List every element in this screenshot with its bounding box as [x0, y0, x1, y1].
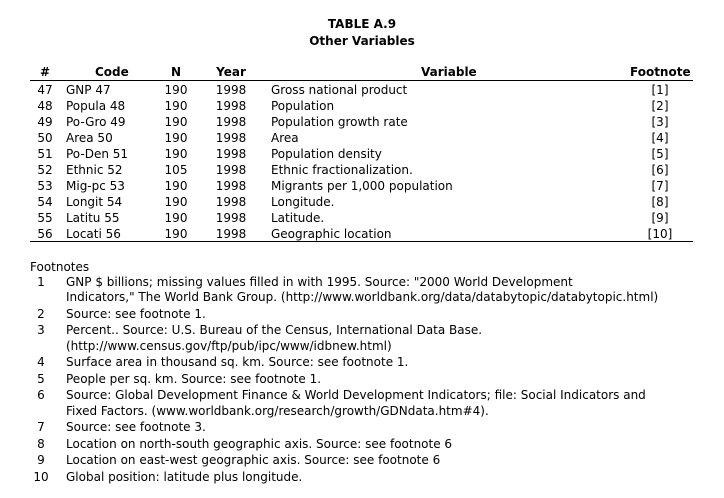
table-row [0, 114, 724, 130]
cell-variable: Population [271, 99, 335, 113]
cell-code: Locati 56 [66, 227, 121, 241]
footnote-number: 7 [37, 420, 45, 435]
cell-footnote: [10] [647, 227, 673, 241]
cell-year: 1998 [215, 163, 247, 177]
cell-variable: Gross national product [271, 83, 408, 97]
cell-n: 190 [164, 83, 188, 97]
footnote-text: Surface area in thousand sq. km. Source: see footnote 1. [66, 355, 409, 370]
footnote-number: 9 [37, 453, 45, 468]
cell-code: Mig-pc 53 [66, 179, 125, 193]
cell-n: 105 [164, 163, 188, 177]
table-body [0, 82, 724, 242]
table-row [0, 194, 724, 210]
bottom-rule [30, 241, 693, 242]
header-rule [30, 80, 693, 81]
cell-footnote: [4] [651, 131, 669, 145]
table-row [0, 146, 724, 162]
cell-n: 190 [164, 227, 188, 241]
footnote-number: 10 [33, 469, 49, 484]
cell-footnote: [6] [651, 163, 669, 177]
cell-code: GNP 47 [66, 83, 111, 97]
header-variable: Variable [421, 65, 477, 79]
cell-year: 1998 [215, 195, 247, 209]
cell-footnote: [7] [651, 179, 669, 193]
footnote-number: 3 [37, 323, 45, 338]
footnote-text: Percent.. Source: U.S. Bureau of the Census, International Data Base. (http://www.census.gov/ftp/pub/ipc/www/idbnew.html) [66, 323, 483, 353]
footnote-item [0, 437, 724, 452]
footnote-text: People per sq. km. Source: see footnote 1. [66, 371, 322, 386]
footnote-number: 4 [37, 355, 45, 370]
table-title: TABLE A.9 [327, 17, 397, 31]
table-row [0, 210, 724, 226]
cell-footnote: [1] [651, 83, 669, 97]
cell-footnote: [3] [651, 115, 669, 129]
cell-year: 1998 [215, 227, 247, 241]
cell-year: 1998 [215, 115, 247, 129]
cell-n: 190 [164, 179, 188, 193]
table-row [0, 98, 724, 114]
footnote-text: Global position: latitude plus longitude. [66, 469, 303, 484]
cell-year: 1998 [215, 179, 247, 193]
footnotes-list [0, 275, 724, 486]
cell-year: 1998 [215, 83, 247, 97]
cell-num: 47 [37, 83, 53, 97]
cell-code: Area 50 [66, 131, 113, 145]
cell-code: Latitu 55 [66, 211, 120, 225]
cell-code: Longit 54 [66, 195, 123, 209]
cell-n: 190 [164, 147, 188, 161]
cell-num: 53 [37, 179, 53, 193]
cell-year: 1998 [215, 211, 247, 225]
header-code: Code [95, 65, 129, 79]
footnote-text: Source: Global Development Finance & World Development Indicators; file: Social Indicators and Fixed Factors. (www.worldbank.org/research/growth/GDNdata.htm#4). [66, 388, 646, 418]
table-row [0, 226, 724, 242]
cell-year: 1998 [215, 99, 247, 113]
cell-num: 52 [37, 163, 53, 177]
cell-variable: Ethnic fractionalization. [271, 163, 413, 177]
footnote-text: Location on north-south geographic axis. Source: see footnote 6 [66, 436, 453, 451]
footnote-text: Source: see footnote 3. [66, 420, 206, 435]
cell-num: 50 [37, 131, 53, 145]
cell-num: 51 [37, 147, 53, 161]
cell-footnote: [2] [651, 99, 669, 113]
header-footnote: Footnote [630, 65, 691, 79]
footnote-item [0, 372, 724, 387]
cell-year: 1998 [215, 131, 247, 145]
cell-num: 48 [37, 99, 53, 113]
cell-variable: Population density [271, 147, 382, 161]
header-n: N [170, 65, 182, 79]
cell-variable: Area [271, 131, 299, 145]
cell-variable: Migrants per 1,000 population [271, 179, 453, 193]
cell-num: 54 [37, 195, 53, 209]
footnote-item [0, 275, 724, 306]
cell-n: 190 [164, 99, 188, 113]
header-year: Year [216, 65, 246, 79]
footnote-text: Location on east-west geographic axis. Source: see footnote 6 [66, 453, 441, 468]
footnote-item [0, 307, 724, 322]
cell-code: Po-Gro 49 [66, 115, 126, 129]
cell-num: 49 [37, 115, 53, 129]
table-row [0, 82, 724, 98]
footnote-item [0, 388, 724, 419]
cell-variable: Geographic location [271, 227, 392, 241]
footnotes-heading: Footnotes [30, 260, 90, 274]
table-row [0, 178, 724, 194]
footnote-item [0, 323, 724, 354]
cell-code: Po-Den 51 [66, 147, 129, 161]
footnote-number: 2 [37, 306, 45, 321]
footnote-item [0, 470, 724, 485]
cell-variable: Population growth rate [271, 115, 408, 129]
footnote-number: 5 [37, 371, 45, 386]
footnote-text: Source: see footnote 1. [66, 306, 206, 321]
footnote-item [0, 355, 724, 370]
table-subtitle: Other Variables [309, 34, 415, 48]
cell-n: 190 [164, 131, 188, 145]
footnote-text: GNP $ billions; missing values filled in with 1995. Source: "2000 World Development Indicators," The World Bank Group. (http://www.worldbank.org/data/databytopic/databytopic.html) [66, 275, 659, 305]
cell-variable: Latitude. [271, 211, 325, 225]
cell-footnote: [9] [651, 211, 669, 225]
table-row [0, 162, 724, 178]
footnote-item [0, 453, 724, 468]
cell-n: 190 [164, 211, 188, 225]
footnote-number: 6 [37, 388, 45, 403]
cell-code: Ethnic 52 [66, 163, 123, 177]
footnote-item [0, 420, 724, 435]
table-row [0, 130, 724, 146]
cell-n: 190 [164, 195, 188, 209]
cell-footnote: [8] [651, 195, 669, 209]
footnote-number: 1 [37, 275, 45, 289]
cell-code: Popula 48 [66, 99, 126, 113]
cell-year: 1998 [215, 147, 247, 161]
header-num: # [39, 65, 51, 79]
cell-num: 56 [37, 227, 53, 241]
cell-footnote: [5] [651, 147, 669, 161]
cell-num: 55 [37, 211, 53, 225]
cell-n: 190 [164, 115, 188, 129]
cell-variable: Longitude. [271, 195, 335, 209]
footnote-number: 8 [37, 436, 45, 451]
